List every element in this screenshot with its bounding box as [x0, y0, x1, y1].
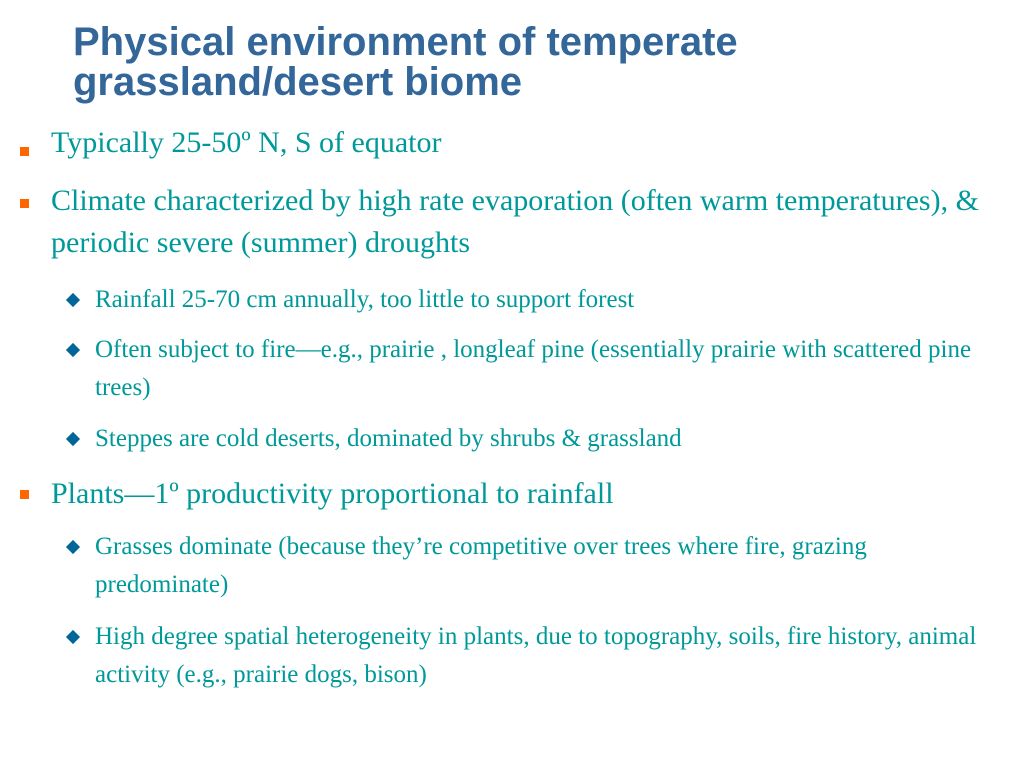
square-bullet-icon	[20, 490, 29, 499]
sub-bullet-heterogeneity: High degree spatial heterogeneity in plants, due to topography, soils, fire history, animal activity (e.g., prairie dogs, bison)	[95, 623, 977, 688]
diamond-bullet-icon	[66, 432, 80, 446]
slide-title-line-2: grassland/desert biome	[73, 60, 523, 104]
sub-bullet-rainfall: Rainfall 25-70 cm annually, too little to support forest	[95, 286, 635, 313]
sub-bullet-fire: Often subject to fire—e.g., prairie , longleaf pine (essentially prairie with scattered pine trees)	[95, 336, 972, 401]
slide-title-line-1: Physical environment of temperate	[73, 20, 738, 64]
slide-title	[73, 22, 993, 102]
diamond-bullet-icon	[66, 293, 80, 307]
square-bullet-icon	[20, 147, 29, 156]
square-bullet-icon	[20, 199, 29, 208]
sub-bullet-steppes: Steppes are cold deserts, dominated by shrubs & grassland	[95, 425, 682, 452]
bullet-item-plants: Plants—1º productivity proportional to rainfall	[51, 477, 614, 510]
diamond-bullet-icon	[66, 343, 80, 357]
sub-bullet-grasses: Grasses dominate (because they’re competitive over trees where fire, grazing predominate)	[95, 533, 867, 598]
bullet-item-climate: Climate characterized by high rate evaporation (often warm temperatures), & periodic severe (summer) droughts	[51, 184, 979, 259]
diamond-bullet-icon	[66, 540, 80, 554]
diamond-bullet-icon	[66, 630, 80, 644]
bullet-item-location: Typically 25-50º N, S of equator	[51, 126, 442, 159]
